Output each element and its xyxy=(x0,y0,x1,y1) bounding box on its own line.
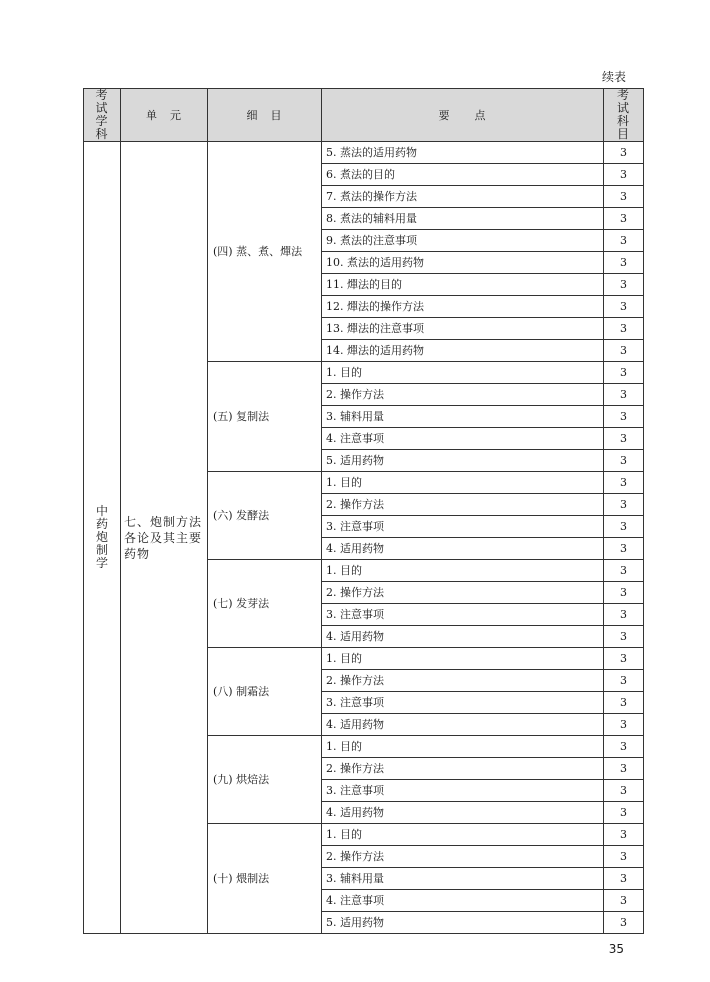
unit-cell: 七、炮制方法各论及其主要药物 xyxy=(121,142,208,934)
category-cell: 3 xyxy=(604,538,644,560)
category-cell: 3 xyxy=(604,780,644,802)
category-cell: 3 xyxy=(604,648,644,670)
category-cell: 3 xyxy=(604,274,644,296)
category-cell: 3 xyxy=(604,340,644,362)
category-cell: 3 xyxy=(604,626,644,648)
point-cell: 2. 操作方法 xyxy=(322,758,604,780)
point-cell: 3. 注意事项 xyxy=(322,604,604,626)
category-cell: 3 xyxy=(604,868,644,890)
point-cell: 1. 目的 xyxy=(322,736,604,758)
detail-cell: (四) 蒸、煮、燀法 xyxy=(208,142,322,362)
header-detail: 细 目 xyxy=(208,89,322,142)
point-cell: 4. 注意事项 xyxy=(322,890,604,912)
table-body xyxy=(84,142,644,934)
category-cell: 3 xyxy=(604,692,644,714)
category-cell: 3 xyxy=(604,384,644,406)
category-cell: 3 xyxy=(604,494,644,516)
header-unit: 单 元 xyxy=(121,89,208,142)
point-cell: 4. 适用药物 xyxy=(322,626,604,648)
detail-cell: (七) 发芽法 xyxy=(208,560,322,648)
point-cell: 8. 煮法的辅料用量 xyxy=(322,208,604,230)
category-cell: 3 xyxy=(604,670,644,692)
page-number: 35 xyxy=(608,942,624,956)
header-category: 考试科目 xyxy=(604,89,644,142)
category-cell: 3 xyxy=(604,362,644,384)
point-cell: 11. 燀法的目的 xyxy=(322,274,604,296)
subject-text: 中药炮制学 xyxy=(96,504,109,570)
table-header xyxy=(84,89,644,142)
point-cell: 1. 目的 xyxy=(322,362,604,384)
point-cell: 13. 燀法的注意事项 xyxy=(322,318,604,340)
point-cell: 2. 操作方法 xyxy=(322,384,604,406)
category-cell: 3 xyxy=(604,296,644,318)
category-cell: 3 xyxy=(604,758,644,780)
point-cell: 3. 注意事项 xyxy=(322,780,604,802)
point-cell: 4. 注意事项 xyxy=(322,428,604,450)
category-cell: 3 xyxy=(604,142,644,164)
detail-cell: (八) 制霜法 xyxy=(208,648,322,736)
point-cell: 1. 目的 xyxy=(322,560,604,582)
point-cell: 4. 适用药物 xyxy=(322,538,604,560)
point-cell: 1. 目的 xyxy=(322,648,604,670)
detail-cell: (六) 发酵法 xyxy=(208,472,322,560)
point-cell: 2. 操作方法 xyxy=(322,670,604,692)
category-cell: 3 xyxy=(604,472,644,494)
point-cell: 5. 适用药物 xyxy=(322,450,604,472)
detail-cell: (九) 烘焙法 xyxy=(208,736,322,824)
point-cell: 9. 煮法的注意事项 xyxy=(322,230,604,252)
category-cell: 3 xyxy=(604,252,644,274)
point-cell: 5. 蒸法的适用药物 xyxy=(322,142,604,164)
category-cell: 3 xyxy=(604,208,644,230)
point-cell: 3. 注意事项 xyxy=(322,516,604,538)
point-cell: 7. 煮法的操作方法 xyxy=(322,186,604,208)
category-cell: 3 xyxy=(604,164,644,186)
category-cell: 3 xyxy=(604,560,644,582)
point-cell: 4. 适用药物 xyxy=(322,802,604,824)
point-cell: 3. 注意事项 xyxy=(322,692,604,714)
category-cell: 3 xyxy=(604,582,644,604)
category-cell: 3 xyxy=(604,428,644,450)
point-cell: 3. 辅料用量 xyxy=(322,406,604,428)
category-cell: 3 xyxy=(604,714,644,736)
category-cell: 3 xyxy=(604,802,644,824)
syllabus-table xyxy=(83,88,644,934)
point-cell: 5. 适用药物 xyxy=(322,912,604,934)
point-cell: 12. 燀法的操作方法 xyxy=(322,296,604,318)
subject-cell xyxy=(84,142,121,934)
continuation-label: 续表 xyxy=(601,70,626,84)
point-cell: 14. 燀法的适用药物 xyxy=(322,340,604,362)
table-row xyxy=(84,142,644,164)
point-cell: 6. 煮法的目的 xyxy=(322,164,604,186)
category-cell: 3 xyxy=(604,890,644,912)
category-cell: 3 xyxy=(604,318,644,340)
header-points: 要 点 xyxy=(322,89,604,142)
category-cell: 3 xyxy=(604,230,644,252)
point-cell: 3. 辅料用量 xyxy=(322,868,604,890)
category-cell: 3 xyxy=(604,912,644,934)
point-cell: 2. 操作方法 xyxy=(322,494,604,516)
category-cell: 3 xyxy=(604,516,644,538)
category-cell: 3 xyxy=(604,846,644,868)
header-subject: 考试学科 xyxy=(84,89,121,142)
category-cell: 3 xyxy=(604,736,644,758)
point-cell: 1. 目的 xyxy=(322,824,604,846)
point-cell: 2. 操作方法 xyxy=(322,846,604,868)
category-cell: 3 xyxy=(604,604,644,626)
point-cell: 1. 目的 xyxy=(322,472,604,494)
detail-cell: (五) 复制法 xyxy=(208,362,322,472)
category-cell: 3 xyxy=(604,406,644,428)
point-cell: 10. 煮法的适用药物 xyxy=(322,252,604,274)
category-cell: 3 xyxy=(604,450,644,472)
category-cell: 3 xyxy=(604,186,644,208)
category-cell: 3 xyxy=(604,824,644,846)
detail-cell: (十) 煨制法 xyxy=(208,824,322,934)
point-cell: 4. 适用药物 xyxy=(322,714,604,736)
point-cell: 2. 操作方法 xyxy=(322,582,604,604)
